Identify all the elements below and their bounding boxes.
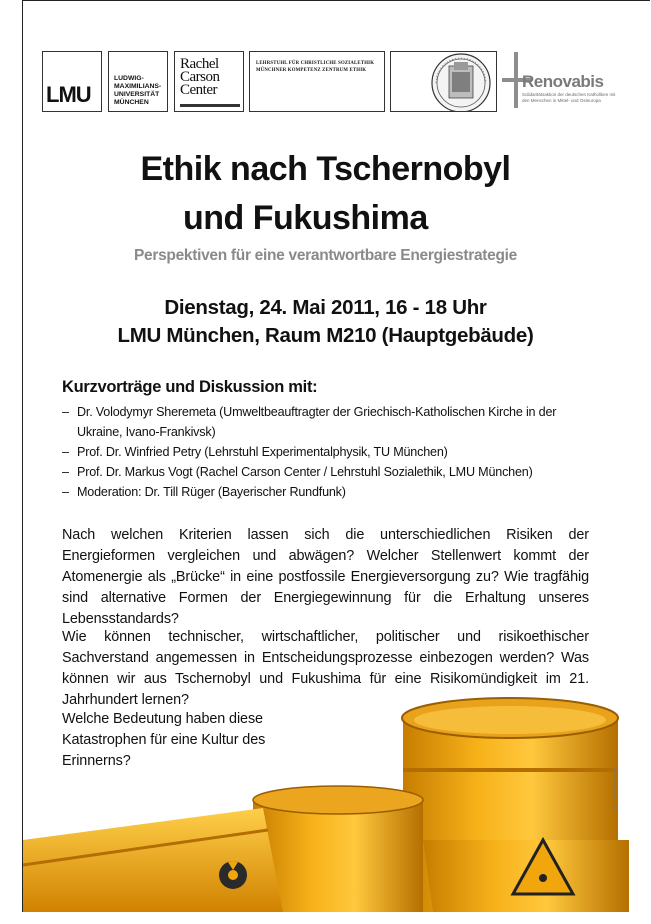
lmu-logo-text: LMU — [46, 82, 91, 107]
speaker-item: – Prof. Dr. Markus Vogt (Rachel Carson Center / Lehrstuhl Sozialethik, LMU München) — [62, 462, 602, 482]
seal-icon — [391, 52, 497, 112]
title-line-2: und Fukushima — [183, 199, 428, 237]
speakers-list — [62, 402, 602, 502]
body-paragraph-2: Wie können technischer, wirtschaftlicher, politischer und risikoethischer Sachverstand angemessen in Entscheidungsprozesse einbezogen werden? Was können wir aus Tschernobyl und Fukushima für eine Risikomündigkeit im 21. Jahrhundert lernen? — [62, 629, 589, 708]
university-seal-logo — [390, 51, 497, 112]
rcc-logo-bar — [180, 104, 240, 107]
image-credit: ©Bild Kalle Rosenberg — [612, 766, 617, 812]
lehrstuhl-logo — [249, 51, 385, 112]
body-paragraph-3: Welche Bedeutung haben diese Katastrophen für eine Kultur des Erinnerns? — [62, 711, 266, 769]
radiation-icon — [219, 861, 247, 889]
rachel-carson-center-logo — [174, 51, 244, 112]
speakers-heading: Kurzvorträge und Diskussion mit: — [62, 378, 318, 396]
speaker-item: – Prof. Dr. Winfried Petry (Lehrstuhl Experimentalphysik, TU München) — [62, 442, 602, 462]
body-paragraph-1: Nach welchen Kriterien lassen sich die unterschiedlichen Risiken der Energieformen vergleichen und abwägen? Welcher Stellenwert kommt der Atomenergie als „Brücke“ in eine postfossile Energieversorgung zu? Wie tragfähig sind alternative Formen der Energiegewinnung für die Erhaltung unseres Lebensstandards? — [62, 527, 589, 627]
speaker-item: – Dr. Volodymyr Sheremeta (Umweltbeauftragter der Griechisch-Katholischen Kirche in der Ukraine, Ivano-Frankivsk) — [62, 402, 602, 442]
subtitle: Perspektiven für eine verantwortbare Energiestrategie — [134, 247, 517, 264]
speaker-item: – Moderation: Dr. Till Rüger (Bayerischer Rundfunk) — [62, 482, 602, 502]
renovabis-name: Renovabis — [522, 72, 604, 91]
lmu-wordmark-text: LUDWIG- MAXIMILIANS- UNIVERSITÄT MÜNCHEN — [114, 75, 162, 106]
renovabis-logo — [502, 52, 622, 110]
lmu-wordmark-logo — [108, 51, 168, 112]
lmu-logo — [42, 51, 102, 112]
renovabis-subtitle: Solidaritätsaktion der deutschen Katholiken mit den Menschen in Mittel- und Osteuropa — [522, 92, 616, 103]
rcc-logo-text: Rachel Carson Center — [180, 56, 220, 98]
event-place: LMU München, Raum M210 (Hauptgebäude) — [117, 324, 534, 347]
lehrstuhl-logo-text: LEHRSTUHL FÜR CHRISTLICHE SOZIALETHIK MÜNCHNER KOMPETENZ ZENTRUM ETHIK — [256, 61, 375, 73]
event-date: Dienstag, 24. Mai 2011, 16 - 18 Uhr — [164, 296, 487, 319]
title-line-1: Ethik nach Tschernobyl — [140, 150, 511, 188]
